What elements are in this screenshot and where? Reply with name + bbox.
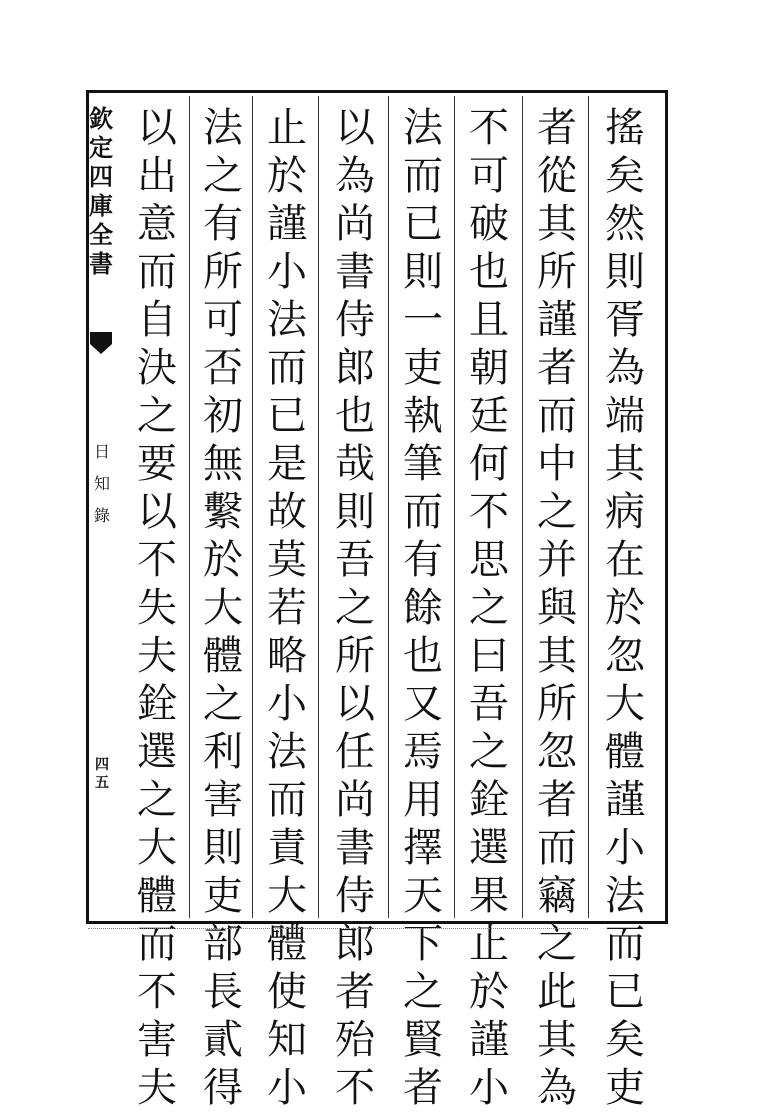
- column-divider: [189, 96, 190, 918]
- column-divider: [522, 96, 523, 918]
- bottom-rule: [88, 928, 588, 939]
- column-divider: [252, 96, 253, 918]
- text-column-2: 者從其所謹者而中之并與其所忽者而竊之此其為: [537, 105, 577, 1111]
- column-divider: [454, 96, 455, 918]
- text-column-4: 法而已則一吏執筆而有餘也又焉用擇天下之賢者: [403, 105, 443, 1111]
- text-column-7: 法之有所可否初無繫於大體之利害則吏部長貳得: [203, 105, 243, 1111]
- work-title: 日知錄: [93, 442, 110, 525]
- text-column-5: 以為尚書侍郎也哉則吾之所以任尚書侍郎者殆不: [335, 105, 375, 1111]
- text-column-3: 不可破也且朝廷何不思之曰吾之銓選果止於謹小: [469, 105, 509, 1111]
- column-divider: [388, 96, 389, 918]
- book-title: 欽定四庫全書: [89, 104, 113, 278]
- text-column-8: 以出意而自決之要以不失夫銓選之大體而不害夫: [137, 105, 177, 1111]
- page-number: 四五: [95, 757, 109, 791]
- column-divider: [318, 96, 319, 918]
- text-column-6: 止於謹小法而已是故莫若略小法而責大體使知小: [267, 105, 307, 1111]
- column-divider: [588, 96, 589, 918]
- text-column-1: 搖矣然則胥為端其病在於忽大體謹小法而已矣吏: [605, 105, 645, 1111]
- fishtail-mark-icon: [88, 330, 114, 356]
